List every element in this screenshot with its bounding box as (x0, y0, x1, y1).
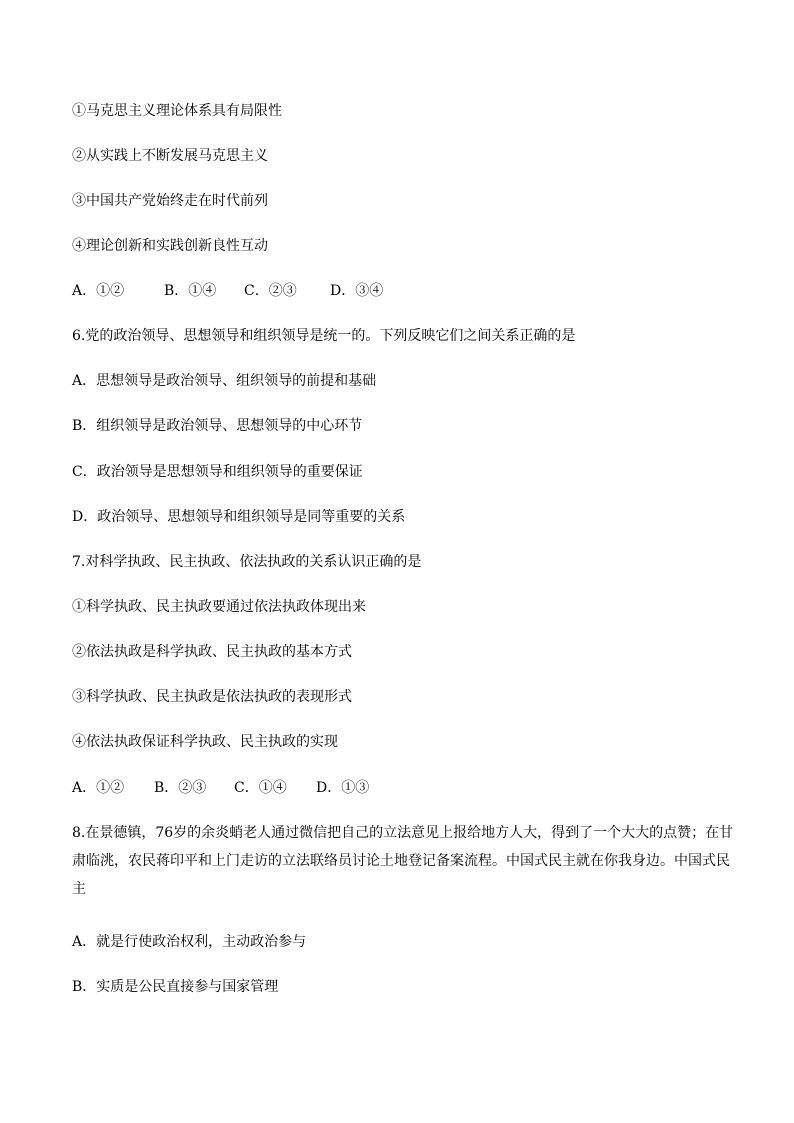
q8-option-a[interactable]: A．就是行使政治权利，主动政治参与 (72, 934, 307, 950)
q5-option-d[interactable]: D．③④ (330, 283, 384, 299)
q7-option-a[interactable]: A．①② (72, 780, 125, 796)
q6-option-d[interactable]: D．政治领导、思想领导和组织领导是同等重要的关系 (72, 509, 406, 525)
q7-statement-2: ②依法执政是科学执政、民主执政的基本方式 (72, 644, 352, 660)
q6-option-c[interactable]: C．政治领导是思想领导和组织领导的重要保证 (72, 464, 363, 480)
q5-statement-1: ①马克思主义理论体系具有局限性 (72, 103, 282, 119)
q5-statement-4: ④理论创新和实践创新良性互动 (72, 238, 268, 254)
q6-stem: 6.党的政治领导、思想领导和组织领导是统一的。下列反映它们之间关系正确的是 (72, 328, 576, 344)
q6-option-b[interactable]: B．组织领导是政治领导、思想领导的中心环节 (72, 418, 363, 434)
q7-statement-3: ③科学执政、民主执政是依法执政的表现形式 (72, 689, 352, 705)
q7-statement-1: ①科学执政、民主执政要通过依法执政体现出来 (72, 599, 366, 615)
q5-option-c[interactable]: C．②③ (244, 283, 297, 299)
q7-option-c[interactable]: C．①④ (234, 780, 287, 796)
q5-option-a[interactable]: A．①② (72, 283, 125, 299)
q7-option-d[interactable]: D．①③ (316, 780, 370, 796)
q5-option-b[interactable]: B．①④ (164, 283, 217, 299)
q8-option-b[interactable]: B．实质是公民直接参与国家管理 (72, 979, 279, 995)
q7-statement-4: ④依法执政保证科学执政、民主执政的实现 (72, 734, 338, 750)
q6-option-a[interactable]: A．思想领导是政治领导、组织领导的前提和基础 (72, 373, 377, 389)
q8-stem: 8.在景德镇，76岁的余炎蛸老人通过微信把自己的立法意见上报给地方人大，得到了一个大大的点赞；在甘肃临洮，农民蒋印平和上门走访的立法联络员讨论土地登记备案流程。中国式民主就在你我身边。中国式民主 (72, 825, 734, 897)
q7-option-b[interactable]: B．②③ (154, 780, 207, 796)
q5-statement-3: ③中国共产党始终走在时代前列 (72, 193, 268, 209)
q7-stem: 7.对科学执政、民主执政、依法执政的关系认识正确的是 (72, 554, 422, 570)
q5-statement-2: ②从实践上不断发展马克思主义 (72, 148, 268, 164)
